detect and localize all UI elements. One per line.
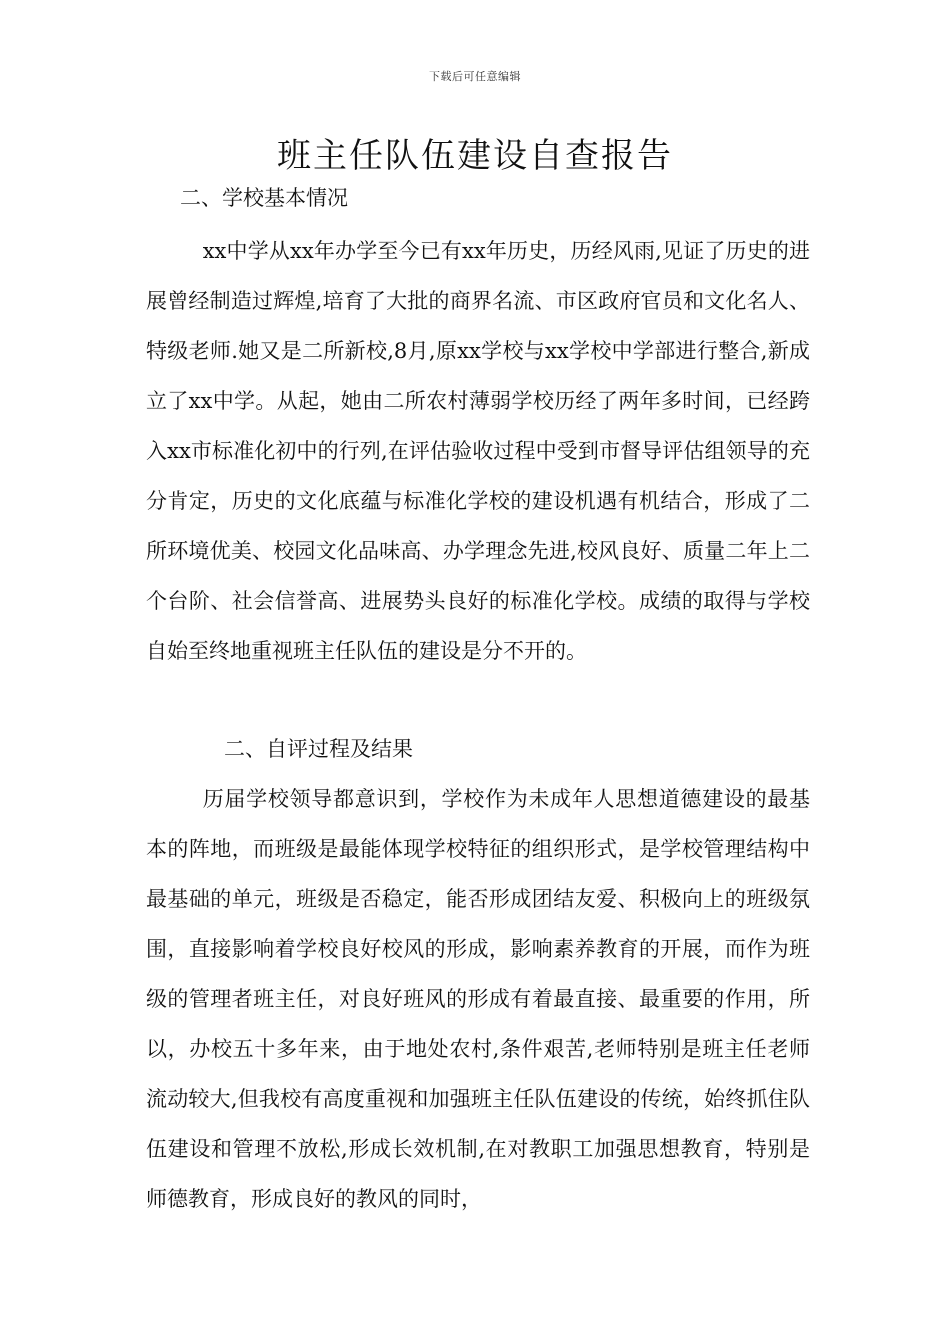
section-heading-basic-info: 二、学校基本情况 — [180, 186, 348, 210]
paragraph-basic-info: xx中学从xx年办学至今已有xx年历史，历经风雨,见证了历史的进展曾经制造过辉煌,培育了大批的商界名流、市区政府官员和文化名人、特级老师.她又是二所新校,8月,原xx学校与xx学校中学部进行整合,新成立了xx中学。从起，她由二所农村薄弱学校历经了两年多时间，已经跨入xx市标准化初中的行列,在评估验收过程中受到市督导评估组领导的充分肯定，历史的文化底蕴与标准化学校的建设机遇有机结合，形成了二所环境优美、校园文化品味高、办学理念先进,校风良好、质量二年上二个台阶、社会信誉高、进展势头良好的标准化学校。成绩的取得与学校自始至终地重视班主任队伍的建设是分不开的。 — [146, 239, 810, 663]
header-note: 下载后可任意编辑 — [429, 70, 521, 83]
section-body-basic-info — [146, 226, 810, 676]
paragraph-self-evaluation: 历届学校领导都意识到，学校作为未成年人思想道德建设的最基本的阵地，而班级是最能体现学校特征的组织形式，是学校管理结构中最基础的单元，班级是否稳定，能否形成团结友爱、积极向上的班级氛围，直接影响着学校良好校风的形成，影响素养教育的开展，而作为班级的管理者班主任，对良好班风的形成有着最直接、最重要的作用，所以，办校五十多年来，由于地处农村,条件艰苦,老师特别是班主任老师流动较大,但我校有高度重视和加强班主任队伍建设的传统，始终抓住队伍建设和管理不放松,形成长效机制,在对教职工加强思想教育，特别是师德教育，形成良好的教风的同时， — [146, 787, 810, 1211]
section-heading-self-evaluation: 二、自评过程及结果 — [224, 737, 413, 761]
section-body-self-evaluation — [146, 774, 810, 1224]
document-title: 班主任队伍建设自查报告 — [277, 136, 673, 176]
